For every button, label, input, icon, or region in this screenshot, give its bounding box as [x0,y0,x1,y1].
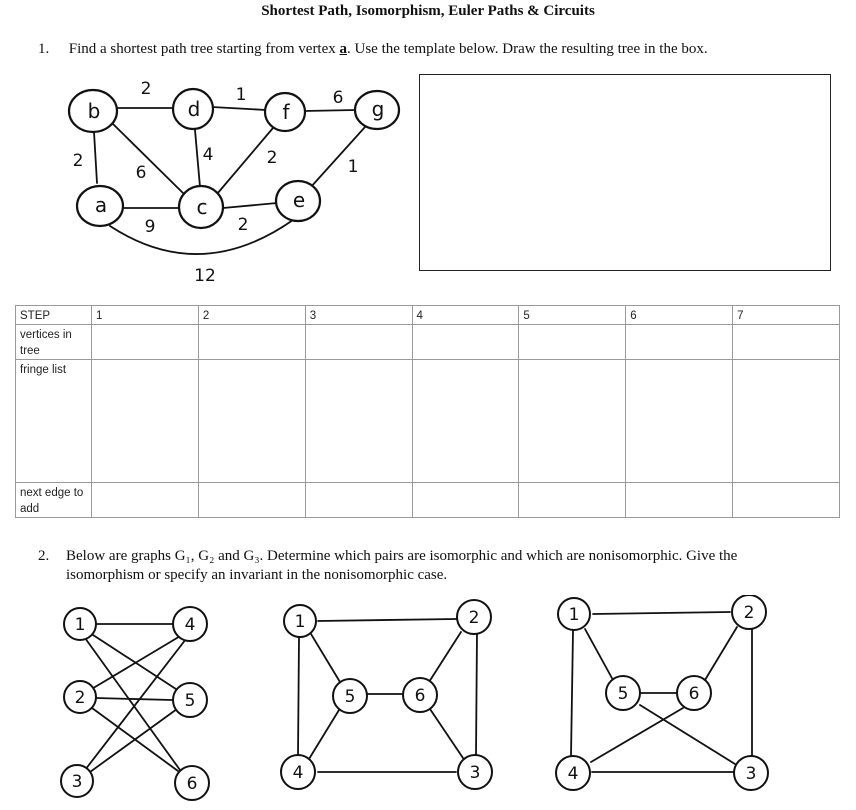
weight-b-d: 2 [140,79,152,99]
weight-d-c: 4 [202,145,214,165]
table-cell[interactable] [626,360,733,483]
table-cell[interactable] [412,325,519,360]
row-label-step: STEP [16,306,92,325]
g1-label-5: 5 [184,691,196,711]
g2-label-6: 6 [414,686,426,706]
row-label-vertices-in-tree: vertices in tree [16,325,92,360]
table-cell[interactable] [519,483,626,518]
g3-label-3: 3 [745,764,757,784]
weight-f-g: 6 [332,88,344,108]
g3-label-6: 6 [688,684,700,704]
table-cell[interactable] [198,483,305,518]
g2-label-1: 1 [294,612,306,632]
step-header: 3 [305,306,412,325]
vertex-b-label: b [87,99,101,123]
weight-c-e: 2 [237,215,249,235]
edge-d-f [212,107,266,110]
question-1-number: 1. [38,41,50,57]
table-cell[interactable] [198,325,305,360]
vertex-g-label: g [371,97,385,121]
table-cell[interactable] [733,325,840,360]
graph-g2 [298,619,477,772]
table-cell[interactable] [305,325,412,360]
question-1-text-after: . Use the template below. Draw the resulting tree in the box. [347,41,708,57]
step-header: 5 [519,306,626,325]
isomorphism-graphs [0,595,856,810]
weight-g-e: 1 [347,157,359,177]
g2-label-5: 5 [344,687,356,707]
table-cell[interactable] [626,325,733,360]
step-header: 4 [412,306,519,325]
g1-label-2: 2 [74,688,86,708]
answer-box[interactable] [419,74,831,271]
shortest-path-template-table [15,305,840,518]
graph-g3 [571,612,752,772]
vertex-a-label: a [94,193,108,217]
vertex-f-label: f [282,100,290,124]
weight-f-c: 2 [266,148,278,168]
vertex-d-label: d [187,97,201,121]
weight-b-a: 2 [72,151,84,171]
question-2-line-1: Below are graphs G₁, G₂ and G₃. Determine which pairs are isomorphic and which are nonisomorphic. Give the [66,548,738,564]
table-cell[interactable] [92,325,199,360]
weight-a-e: 12 [194,266,216,286]
table-cell[interactable] [733,483,840,518]
g3-label-5: 5 [617,684,629,704]
edge-c-e [223,203,277,208]
table-cell[interactable] [305,483,412,518]
g1-label-4: 4 [184,615,196,635]
table-cell[interactable] [92,483,199,518]
weight-b-c: 6 [135,163,147,183]
table-cell[interactable] [198,360,305,483]
question-1-start-vertex: a [339,41,348,57]
weight-a-c: 9 [144,217,156,237]
question-2-number: 2. [38,548,50,564]
g2-label-3: 3 [469,763,481,783]
g3-label-1: 1 [568,605,580,625]
step-header: 7 [733,306,840,325]
step-header: 6 [626,306,733,325]
edge-f-g [304,110,356,111]
row-label-next-edge: next edge to add [16,483,92,518]
vertex-e-label: e [292,188,306,212]
question-2-line-2: isomorphism or specify an invariant in the nonisomorphic case. [66,567,448,583]
g1-label-6: 6 [186,774,198,794]
edge-d-c [195,130,200,187]
g1-label-1: 1 [74,615,86,635]
vertex-c-label: c [196,195,208,219]
g1-label-3: 3 [71,772,83,792]
edge-b-c [113,124,183,193]
g3-label-4: 4 [567,764,579,784]
step-header: 2 [198,306,305,325]
g2-label-2: 2 [468,608,480,628]
table-cell[interactable] [519,325,626,360]
graph-g1 [85,624,186,772]
edge-b-a [94,132,97,183]
question-1 [38,40,838,59]
edge-f-c [217,128,273,194]
weight-d-f: 1 [235,85,247,105]
table-cell[interactable] [412,483,519,518]
table-cell[interactable] [519,360,626,483]
g2-label-4: 4 [292,763,304,783]
g3-label-2: 2 [743,603,755,623]
table-cell[interactable] [412,360,519,483]
question-1-text-before: Find a shortest path tree starting from vertex [68,41,340,57]
table-cell[interactable] [733,360,840,483]
row-label-fringe-list: fringe list [16,360,92,483]
step-header: 1 [92,306,199,325]
table-cell[interactable] [626,483,733,518]
question-2 [38,547,848,585]
page-title: Shortest Path, Isomorphism, Euler Paths & Circuits [261,3,595,19]
table-cell[interactable] [92,360,199,483]
table-cell[interactable] [305,360,412,483]
weighted-graph [50,70,470,300]
